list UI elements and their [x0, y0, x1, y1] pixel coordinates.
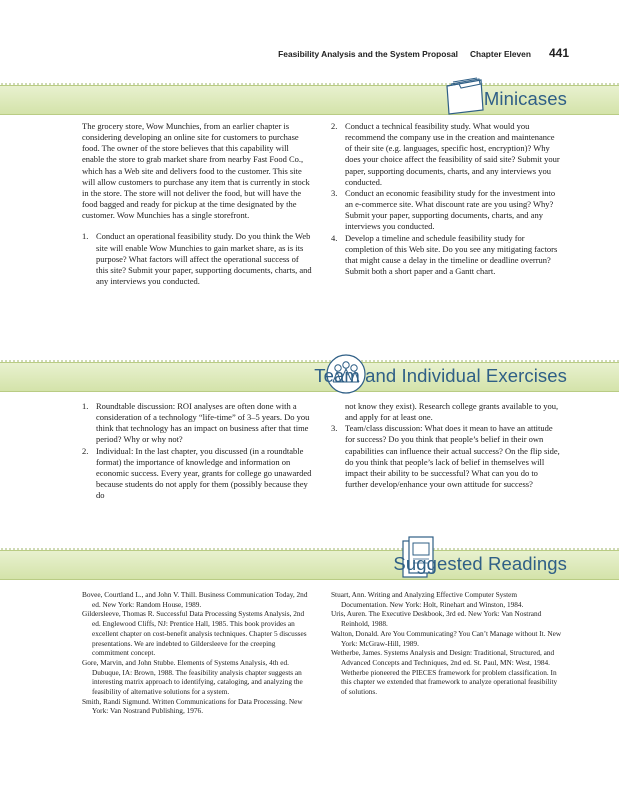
minicases-band: [0, 85, 619, 115]
minicase-item: 1. Conduct an operational feasibility study. Do you think the Web site will enable Wow Munchies to gain market share, as is its purpose? What factors will affect the operational success of this site? Submit your paper, supporting documents, charts, and any interviews you conducted.: [82, 231, 312, 287]
minicases-left-column: [82, 121, 312, 287]
minicase-item: 4. Develop a timeline and schedule feasibility study for completion of this Web site. Do you see any mitigating factors that might cause a delay in the timeline or deadline overrun? Submit both a short paper and a Gantt chart.: [331, 232, 558, 277]
reference-entry: Uris, Auren. The Executive Deskbook, 3rd ed. New York: Van Nostrand Reinhold, 1988.: [331, 609, 542, 629]
team-exercises-heading: Team and Individual Exercises: [314, 365, 567, 386]
exercises-right-column: [331, 401, 563, 490]
minicase-item: 2. Conduct a technical feasibility study. What would you recommend the company use in the creation and maintenance of their site (e.g. languages, specific host, encryption)? Why does your choice affect the feasibility of said site? Submit your paper, supporting documents, charts, and any interviews you conducted.: [331, 121, 560, 187]
readings-left-column: [82, 590, 314, 716]
minicases-heading: Minicases: [483, 88, 567, 109]
exercise-item: 3. Team/class discussion: What does it mean to have an attitude for success? Do you think that people’s belief in their own capabilities can influence their actual success? On the flip side, do you think that people’s lack of belief in themselves will impact their ability to be successful? What can you do to further develop/enhance your own attitude for success?: [331, 423, 560, 490]
reference-entry: Smith, Randi Sigmund. Written Communications for Data Processing. New York: Van Nostrand Publishing, 1976.: [82, 696, 303, 716]
page-number: 441: [548, 46, 569, 60]
minicase-intro: The grocery store, Wow Munchies, from an earlier chapter is considering developing an online site for customers to purchase food. The owner of the store believes that this capability will enable the store to grab market share from nearby Fast Food Co., which has a Web site and delivers food to the customer. This site will allow customers to purchase any item that is currently in stock in the store. The store will not deliver the food, but will have the food bagged and ready for pickup at the time designated by the customer. Wow Munchies has a single storefront.: [82, 121, 310, 221]
reference-entry: Gore, Marvin, and John Stubbe. Elements of Systems Analysis, 4th ed. Dubuque, IA: Brown, 1988. The feasibility analysis chapter suggests an interesting matrix approach to identifying, cataloging, and analyzing the feasibility of alternative solutions for a system.: [82, 657, 303, 697]
folder-icon: [441, 74, 487, 121]
running-head-chapter: Chapter Eleven: [469, 49, 531, 59]
running-head-title: Feasibility Analysis and the System Proposal: [278, 49, 458, 59]
suggested-readings-heading: Suggested Readings: [393, 553, 567, 574]
running-header: [278, 46, 569, 60]
exercise-item: 2. Individual: In the last chapter, you discussed (in a roundtable format) the importance of knowledge and information on economic success. Every year, grants for college go unawarded because students do not apply for them (possibly because they do: [82, 445, 312, 501]
exercises-left-column: [82, 401, 312, 501]
exercise-item: 1. Roundtable discussion: ROI analyses are often done with a consideration of a technology “life-time” of 3–5 years. Do you think that technology has an impact on business after that time period? Why or why not?: [82, 401, 310, 445]
minicase-item: 3. Conduct an economic feasibility study for the investment into an e-commerce site. What discount rate are you using? Why? Submit your paper, supporting documents, charts, and any interviews you conducted.: [331, 187, 556, 232]
reference-entry: Bovee, Courtland L., and John V. Thill. Business Communication Today, 2nd ed. New York: Random House, 1989.: [82, 590, 308, 609]
team-exercises-band: [0, 362, 619, 392]
reference-entry: Walton, Donald. Are You Communicating? You Can’t Manage without It. New York: McGraw-Hill, 1989.: [331, 628, 562, 648]
exercise-item-continued: not know they exist). Research college grants available to you, and apply for at least one.: [345, 401, 559, 423]
readings-right-column: [331, 590, 565, 697]
minicases-right-column: [331, 121, 563, 277]
reference-entry: Stuart, Ann. Writing and Analyzing Effective Computer System Documentation. New York: Holt, Rinehart and Winston, 1984.: [331, 590, 524, 609]
reference-entry: Gildersleeve, Thomas R. Successful Data Processing Systems Analysis, 2nd ed. Englewood Cliffs, NJ: Prentice Hall, 1985. This book provides an excellent chapter on cost-benefit analysis techniques. Chapter 5 discusses presentations. We are indebted to Gildersleeve for the creeping commitment concept.: [82, 609, 307, 658]
reference-entry: Wetherbe, James. Systems Analysis and Design: Traditional, Structured, and Advanced Concepts and Techniques, 2nd ed. St. Paul, MN: West, 1984. Wetherbe pioneered the PIECES framework for problem classification. In this chapter we extended that framework to analyze operational feasibility of solutions.: [331, 648, 558, 697]
suggested-readings-band: [0, 550, 619, 580]
